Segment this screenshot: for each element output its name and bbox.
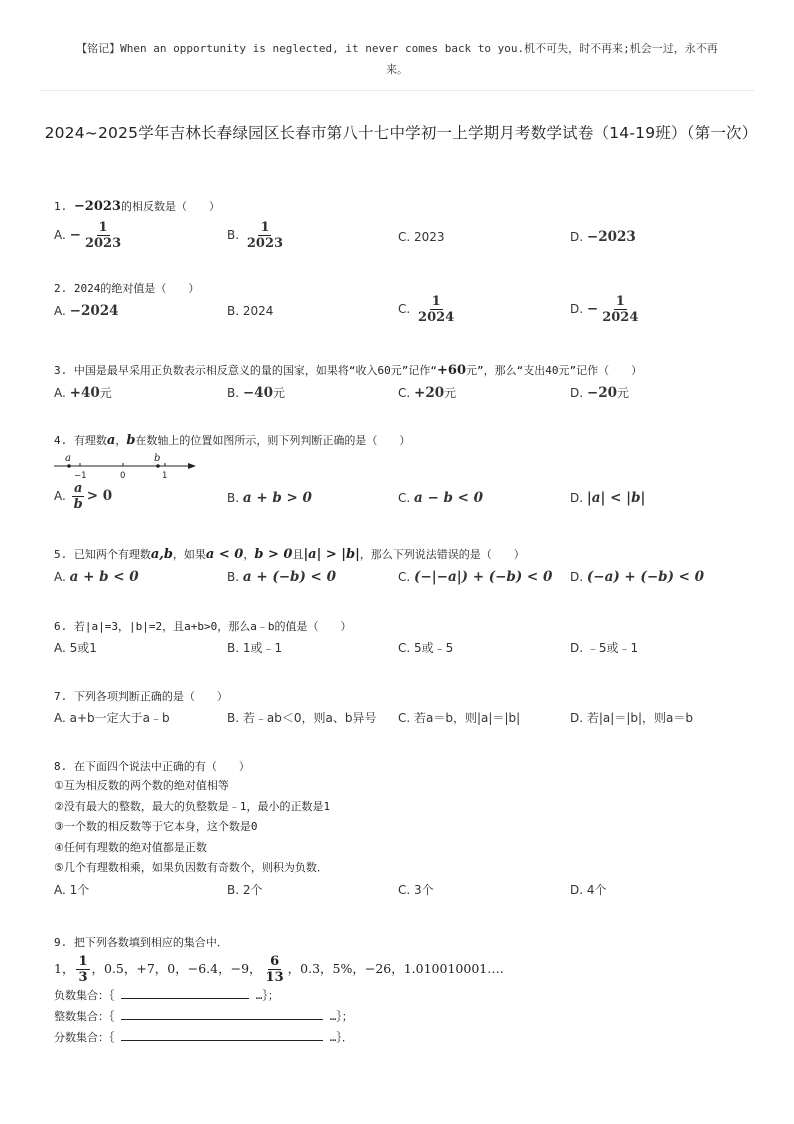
set-end: …｝；	[329, 1010, 353, 1023]
option-a[interactable]	[54, 481, 112, 512]
option-label: B.	[227, 570, 240, 584]
option-value: −2023	[586, 229, 636, 245]
question-9-text: 把下列各数填到相应的集合中．	[73, 936, 228, 949]
option-label: D.	[570, 386, 584, 400]
question-5-math: b > 0	[254, 547, 293, 562]
point-a	[67, 464, 71, 468]
fraction-numerator: 1	[431, 294, 441, 309]
option-label: C.	[398, 882, 411, 897]
option-b[interactable]	[227, 220, 287, 251]
option-unit: 元	[444, 386, 457, 400]
question-5-text-5: ，那么下列说法错误的是（ ）	[359, 548, 525, 561]
option-label: D.	[570, 302, 584, 316]
option-a[interactable]	[54, 879, 89, 901]
question-5	[54, 546, 754, 590]
question-5-stem	[54, 546, 754, 564]
option-label: A.	[54, 882, 66, 897]
question-5-options	[54, 564, 754, 590]
option-d[interactable]	[570, 879, 607, 901]
question-5-math: |a| > |b|	[303, 547, 360, 562]
question-2	[54, 280, 754, 334]
integer-set-line	[54, 1006, 754, 1027]
option-c[interactable]	[398, 226, 445, 248]
header-divider	[40, 90, 754, 91]
fraction-denominator: 2024	[418, 310, 455, 325]
question-8	[54, 758, 754, 905]
question-number: 6.	[54, 620, 68, 633]
question-1	[54, 198, 754, 252]
question-5-text-2: ，如果	[172, 548, 206, 561]
fraction-set-line	[54, 1027, 754, 1048]
question-4-stem	[54, 432, 754, 450]
option-label: B.	[227, 641, 240, 655]
number-list	[54, 954, 754, 985]
option-value: −2024	[69, 303, 119, 319]
question-1-options	[54, 216, 754, 252]
question-9-stem	[54, 934, 754, 952]
option-value: 若﹣ab＜0，则a、b异号	[242, 711, 377, 725]
option-value: a+b一定大于a﹣b	[69, 711, 170, 725]
option-b[interactable]	[227, 566, 336, 588]
option-c[interactable]	[398, 707, 520, 729]
option-b[interactable]	[227, 879, 263, 901]
question-4-options	[54, 481, 754, 517]
option-value: 4个	[586, 882, 607, 897]
option-label: D.	[570, 882, 584, 897]
option-label: A.	[54, 304, 66, 318]
option-value: 若a＝b，则|a|＝|b|	[414, 711, 521, 725]
question-3	[54, 362, 754, 406]
negative-set-blank[interactable]	[121, 988, 249, 999]
option-d[interactable]	[570, 637, 638, 659]
option-b[interactable]	[227, 707, 376, 729]
question-3-math: +60	[437, 363, 466, 378]
option-value: 若|a|＝|b|，则a＝b	[586, 711, 694, 725]
variable-a: a	[106, 433, 116, 448]
fraction-numerator: 1	[98, 220, 108, 235]
option-label: A.	[54, 386, 66, 400]
fraction	[600, 294, 640, 325]
set-label: 分数集合：｛	[54, 1031, 115, 1044]
question-7	[54, 688, 754, 732]
option-label: A.	[54, 641, 66, 655]
option-label: C.	[398, 386, 411, 400]
tick-label: −1	[74, 471, 87, 481]
option-label: B.	[227, 386, 240, 400]
option-label: C.	[398, 641, 411, 655]
question-5-math: a < 0	[205, 547, 244, 562]
question-2-options	[54, 294, 754, 334]
fraction-denominator: 2023	[246, 236, 284, 251]
option-value: −40	[242, 385, 273, 401]
question-number: 5.	[54, 548, 68, 561]
exam-title: 2024~2025学年吉林长春绿园区长春市第八十七中学初一上学期月考数学试卷（14-19班）（第一次）	[44, 124, 758, 142]
option-label: D.	[570, 491, 584, 505]
question-1-text: 的相反数是（ ）	[120, 200, 220, 213]
fraction-numerator: 1	[78, 954, 88, 969]
option-label: C.	[398, 570, 411, 584]
option-b[interactable]	[227, 382, 285, 404]
question-6-options	[54, 636, 754, 662]
option-a[interactable]	[54, 382, 112, 404]
option-value: ﹣5或﹣1	[586, 641, 639, 655]
option-value: a + b < 0	[69, 569, 139, 585]
tick-label: 0	[120, 471, 126, 481]
option-value: a − b < 0	[414, 490, 484, 506]
option-label: B.	[227, 228, 240, 242]
option-label: B.	[227, 491, 240, 505]
option-sign: −	[586, 301, 599, 317]
question-5-text-3: ，	[243, 548, 255, 561]
fraction-denominator: b	[73, 497, 83, 512]
number-list-part: ，0.3，5%，−26，1.010010001….	[287, 961, 504, 976]
question-8-text: 在下面四个说法中正确的有（ ）	[73, 760, 250, 773]
question-number: 3.	[54, 364, 68, 377]
motto-line-2: 来。	[386, 63, 408, 76]
question-3-text: 中国是最早采用正负数表示相反意义的量的国家，如果将“收入60元”记作“	[73, 364, 437, 377]
option-label: D.	[570, 711, 584, 725]
option-d[interactable]	[570, 226, 636, 248]
question-7-options	[54, 706, 754, 732]
fraction-numerator: 1	[260, 220, 270, 235]
question-6-stem	[54, 618, 754, 636]
question-2-text: 2024的绝对值是（ ）	[73, 282, 200, 295]
option-value: +20	[414, 385, 445, 401]
option-c[interactable]	[398, 487, 483, 509]
option-c[interactable]	[398, 294, 458, 325]
option-relation: > 0	[86, 488, 113, 504]
integer-set-blank[interactable]	[121, 1009, 323, 1020]
point-a-label: a	[65, 453, 71, 464]
set-label: 整数集合：｛	[54, 1010, 115, 1023]
question-7-stem	[54, 688, 754, 706]
negative-set-line	[54, 985, 754, 1006]
option-unit: 元	[272, 386, 285, 400]
option-label: B.	[227, 882, 240, 897]
option-value: a + b > 0	[242, 490, 312, 506]
number-list-part: 1，	[54, 961, 75, 976]
option-c[interactable]	[398, 566, 552, 588]
option-value: 5或﹣5	[414, 641, 454, 655]
question-number: 1.	[54, 200, 68, 213]
option-b[interactable]	[227, 637, 282, 659]
motto-line-1: 【铭记】When an opportunity is neglected, it never comes back to you.机不可失，时不再来;机会一过，永不再	[76, 42, 718, 55]
option-label: B.	[227, 304, 240, 318]
fraction-denominator: 3	[78, 970, 88, 985]
set-end: …｝；	[255, 989, 279, 1002]
axis-arrow-icon	[188, 463, 196, 469]
option-c[interactable]	[398, 879, 434, 901]
option-value: 2023	[414, 230, 445, 244]
option-label: C.	[398, 491, 411, 505]
separator: ，	[115, 434, 127, 447]
option-label: A.	[54, 489, 66, 503]
option-label: D.	[570, 570, 584, 584]
option-label: A.	[54, 228, 66, 242]
option-label: C.	[398, 230, 411, 244]
option-label: D.	[570, 230, 584, 244]
option-label: B.	[227, 711, 240, 725]
fraction-denominator: 2023	[84, 236, 122, 251]
tick-label: 1	[162, 471, 168, 481]
option-value: 1或﹣1	[242, 641, 283, 655]
option-a[interactable]	[54, 637, 97, 659]
fraction-numerator: a	[73, 481, 83, 496]
option-value: |a| < |b|	[586, 490, 646, 506]
fraction-numerator: 1	[615, 294, 625, 309]
question-9	[54, 934, 754, 1048]
statement-4: ④任何有理数的绝对值都是正数	[54, 840, 207, 854]
option-value: (−|−a|) + (−b) < 0	[414, 569, 553, 585]
option-value: 1个	[69, 882, 90, 897]
fraction-denominator: 13	[265, 970, 284, 985]
fraction	[76, 954, 89, 985]
option-d[interactable]	[570, 566, 704, 588]
question-3-options	[54, 380, 754, 406]
option-value: 5或1	[69, 641, 97, 655]
option-label: A.	[54, 570, 66, 584]
fraction	[245, 220, 285, 251]
set-label: 负数集合：｛	[54, 989, 115, 1002]
option-b[interactable]	[227, 300, 273, 322]
set-end: …｝．	[329, 1031, 353, 1044]
option-c[interactable]	[398, 382, 456, 404]
question-4-text: 有理数	[73, 434, 107, 447]
option-unit: 元	[99, 386, 112, 400]
question-3-stem	[54, 362, 754, 380]
option-a[interactable]	[54, 707, 170, 729]
statement-3: ③一个数的相反数等于它本身，这个数是0	[54, 820, 258, 833]
option-value: a + (−b) < 0	[242, 569, 336, 585]
question-4	[54, 432, 754, 517]
point-b-label: b	[154, 453, 161, 464]
question-number: 2.	[54, 282, 68, 295]
statement-1: ①互为相反数的两个数的绝对值相等	[54, 779, 229, 792]
option-value: 2024	[242, 304, 274, 318]
question-5-text-4: 且	[292, 548, 304, 561]
number-line-figure	[54, 451, 204, 481]
option-d[interactable]	[570, 487, 645, 509]
question-8-options	[54, 879, 754, 905]
question-5-text: 已知两个有理数	[73, 548, 151, 561]
question-number: 9.	[54, 936, 68, 949]
option-b[interactable]	[227, 487, 312, 509]
option-a[interactable]	[54, 300, 119, 322]
option-value: +40	[69, 385, 100, 401]
question-number: 7.	[54, 690, 68, 703]
option-sign: −	[69, 227, 81, 243]
option-a[interactable]	[54, 566, 139, 588]
question-1-math: −2023	[73, 199, 121, 214]
option-a[interactable]	[54, 220, 125, 251]
option-c[interactable]	[398, 637, 453, 659]
fraction-set-blank[interactable]	[121, 1030, 323, 1041]
statement-5: ⑤几个有理数相乘，如果负因数有奇数个，则积为负数．	[54, 861, 328, 874]
number-list-part: ，0.5，+7，0，−6.4，−9，	[91, 961, 262, 976]
option-label: C.	[398, 302, 411, 316]
statement-2: ②没有最大的整数，最大的负整数是﹣1，最小的正数是1	[54, 799, 331, 813]
question-number: 4.	[54, 434, 68, 447]
question-3-text-2: 元”，那么“支出40元”记作（ ）	[465, 364, 643, 377]
option-label: A.	[54, 711, 66, 725]
fraction	[416, 294, 456, 325]
fraction-numerator: 6	[270, 954, 280, 969]
option-value: 2个	[242, 882, 263, 897]
question-5-math: a,b	[150, 547, 173, 562]
option-value: 3个	[414, 882, 434, 897]
option-value: −20	[586, 385, 617, 401]
header-motto	[40, 38, 754, 80]
option-label: D.	[570, 641, 584, 655]
fraction-denominator: 2024	[602, 310, 639, 325]
fraction	[83, 220, 123, 251]
question-4-text-2: 在数轴上的位置如图所示，则下列判断正确的是（ ）	[135, 434, 411, 447]
point-b	[156, 464, 160, 468]
option-value: (−a) + (−b) < 0	[586, 569, 705, 585]
question-number: 8.	[54, 760, 68, 773]
option-d[interactable]	[570, 382, 629, 404]
question-6	[54, 618, 754, 662]
question-7-text: 下列各项判断正确的是（ ）	[73, 690, 228, 703]
fraction	[72, 481, 85, 512]
option-d[interactable]	[570, 707, 693, 729]
option-label: C.	[398, 711, 411, 725]
option-d[interactable]	[570, 294, 642, 325]
question-1-stem	[54, 198, 754, 216]
fraction	[264, 954, 286, 985]
question-6-text: 若|a|=3，|b|=2，且a+b>0，那么a﹣b的值是（ ）	[73, 620, 352, 633]
option-unit: 元	[617, 386, 630, 400]
variable-b: b	[126, 433, 136, 448]
question-8-stem	[54, 758, 754, 776]
